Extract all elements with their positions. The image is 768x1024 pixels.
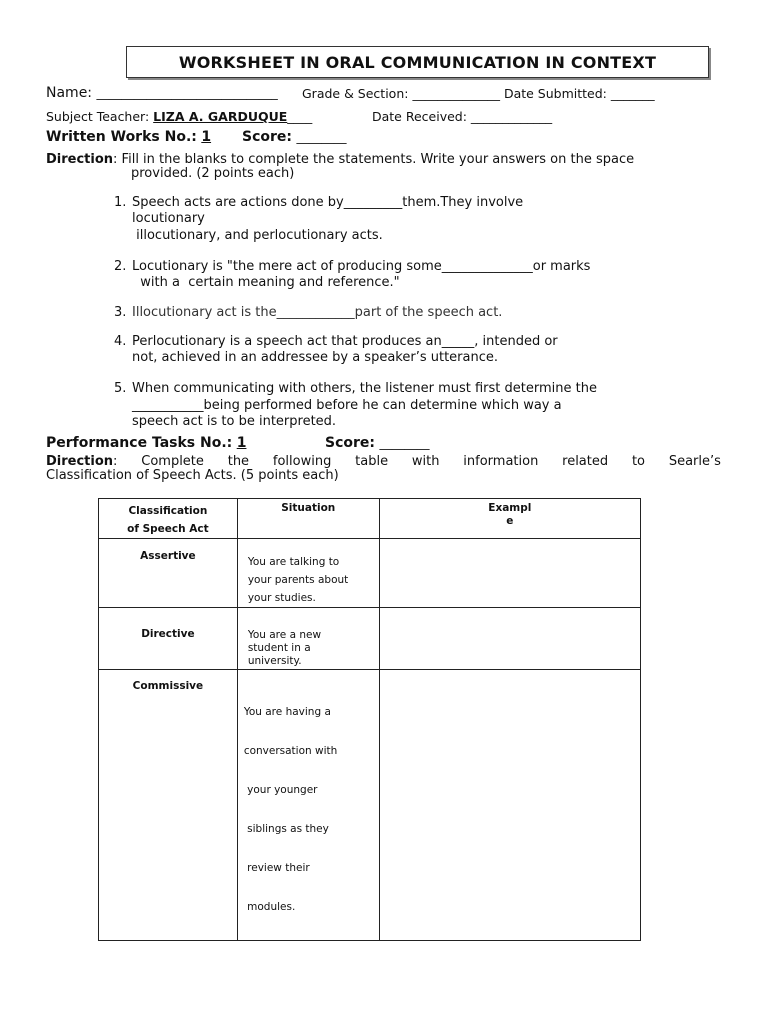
written-works-heading bbox=[46, 129, 211, 145]
item-number: 1. bbox=[114, 195, 127, 210]
item-5-line-3: speech act is to be interpreted. bbox=[132, 414, 337, 429]
written-works-label: Written Works No.: bbox=[46, 129, 197, 145]
table-header-row bbox=[99, 499, 641, 539]
situation-line: siblings as they bbox=[243, 823, 329, 835]
header-situation-text: Situation bbox=[281, 502, 336, 514]
row-classification bbox=[99, 539, 238, 608]
date-received-label: Date Received: bbox=[372, 109, 467, 124]
title-box bbox=[126, 46, 709, 78]
item-number: 5. bbox=[114, 381, 127, 396]
date-submitted-label: Date Submitted: bbox=[503, 86, 607, 101]
performance-direction-label: Direction bbox=[46, 454, 114, 469]
header-classification-line: of Speech Act bbox=[127, 523, 209, 535]
written-works-number: 1 bbox=[201, 129, 212, 145]
item-1-line-2: locutionary bbox=[132, 211, 205, 226]
situation-line: your younger bbox=[243, 784, 318, 796]
situation-line: your studies. bbox=[247, 592, 316, 604]
situation-line: modules. bbox=[243, 901, 296, 913]
written-direction-text: : Fill in the blanks to complete the statements. Write your answers on the space bbox=[113, 152, 635, 167]
situation-line: You are a new bbox=[247, 629, 322, 641]
item-5-line-1: When communicating with others, the listener must first determine the bbox=[132, 381, 597, 396]
written-direction bbox=[46, 152, 634, 167]
written-score-field[interactable]: ________ bbox=[296, 129, 347, 144]
performance-label: Performance Tasks No.: bbox=[46, 435, 233, 451]
situation-line: university. bbox=[247, 655, 302, 667]
grade-field[interactable]: ______________ bbox=[412, 86, 500, 101]
item-number: 4. bbox=[114, 334, 127, 349]
row-situation bbox=[237, 608, 379, 670]
example-cell-assertive[interactable] bbox=[379, 539, 640, 608]
performance-direction-line2: Classification of Speech Acts. (5 points each) bbox=[46, 468, 339, 483]
example-cell-commissive[interactable] bbox=[379, 670, 640, 941]
row-classification bbox=[99, 608, 238, 670]
direction-word: with bbox=[411, 454, 440, 469]
direction-word: information bbox=[463, 454, 539, 469]
item-4-line-2: not, achieved in an addressee by a speaker’s utterance. bbox=[132, 350, 498, 365]
header-situation bbox=[237, 499, 379, 539]
direction-word: to bbox=[631, 454, 645, 469]
table-row bbox=[99, 670, 641, 941]
classification-commissive: Commissive bbox=[132, 680, 204, 692]
name-line bbox=[46, 85, 278, 101]
situation-line: your parents about bbox=[247, 574, 349, 586]
performance-score-label: Score: bbox=[325, 435, 375, 451]
name-field[interactable]: _____________________________ bbox=[96, 85, 278, 100]
teacher-trail: ____ bbox=[287, 109, 313, 124]
performance-score bbox=[325, 435, 429, 451]
direction-word: the bbox=[227, 454, 250, 469]
performance-direction bbox=[46, 454, 721, 469]
direction-word: Complete bbox=[141, 454, 204, 469]
teacher-line bbox=[46, 109, 312, 124]
header-example-line: Exampl bbox=[488, 502, 532, 514]
row-situation bbox=[237, 670, 379, 941]
item-2-line-1: Locutionary is "the mere act of producing some______________or marks bbox=[132, 259, 591, 274]
item-3-line-1: Illocutionary act is the____________part of the speech act. bbox=[132, 305, 503, 320]
direction-word: related bbox=[562, 454, 609, 469]
header-example-line: e bbox=[506, 515, 514, 527]
performance-number: 1 bbox=[236, 435, 247, 451]
item-2-line-2: with a certain meaning and reference." bbox=[132, 275, 400, 290]
row-situation bbox=[237, 539, 379, 608]
classification-assertive: Assertive bbox=[140, 550, 196, 562]
example-cell-directive[interactable] bbox=[379, 608, 640, 670]
situation-line: student in a bbox=[247, 642, 311, 654]
direction-word: : bbox=[113, 454, 118, 469]
date-received-field[interactable]: _____________ bbox=[470, 109, 553, 124]
performance-score-field[interactable]: ________ bbox=[379, 435, 430, 450]
situation-line: You are having a bbox=[243, 706, 331, 718]
direction-word: Searle’s bbox=[668, 454, 721, 469]
grade-label: Grade & Section: bbox=[302, 86, 409, 101]
direction-word: table bbox=[355, 454, 389, 469]
name-label: Name: bbox=[46, 85, 93, 101]
situation-line: conversation with bbox=[243, 745, 338, 757]
direction-word: following bbox=[272, 454, 332, 469]
row-classification bbox=[99, 670, 238, 941]
classification-directive: Directive bbox=[141, 628, 195, 640]
item-1-line-3: illocutionary, and perlocutionary acts. bbox=[132, 228, 383, 243]
date-received-line bbox=[372, 109, 552, 124]
situation-line: You are talking to bbox=[247, 556, 340, 568]
worksheet-title: WORKSHEET IN ORAL COMMUNICATION IN CONTEXT bbox=[178, 53, 657, 72]
written-score bbox=[242, 129, 346, 145]
header-classification-line: Classification bbox=[128, 505, 208, 517]
table-row bbox=[99, 539, 641, 608]
situation-line: review their bbox=[243, 862, 310, 874]
teacher-label: Subject Teacher: bbox=[46, 109, 150, 124]
written-direction-label: Direction bbox=[46, 152, 114, 167]
header-classification bbox=[99, 499, 238, 539]
date-submitted-field[interactable]: _______ bbox=[610, 86, 655, 101]
classification-table bbox=[98, 498, 641, 941]
table-row bbox=[99, 608, 641, 670]
item-4-line-1: Perlocutionary is a speech act that produces an_____, intended or bbox=[132, 334, 558, 349]
written-direction-line2: provided. (2 points each) bbox=[131, 166, 295, 181]
written-score-label: Score: bbox=[242, 129, 292, 145]
header-example bbox=[379, 499, 640, 539]
performance-heading bbox=[46, 435, 246, 451]
item-5-line-2: ___________being performed before he can determine which way a bbox=[132, 398, 562, 413]
grade-line bbox=[302, 86, 655, 101]
item-number: 2. bbox=[114, 259, 127, 274]
teacher-name: LIZA A. GARDUQUE bbox=[153, 109, 288, 124]
item-1-line-1: Speech acts are actions done by_________them.They involve bbox=[132, 195, 524, 210]
item-number: 3. bbox=[114, 305, 127, 320]
